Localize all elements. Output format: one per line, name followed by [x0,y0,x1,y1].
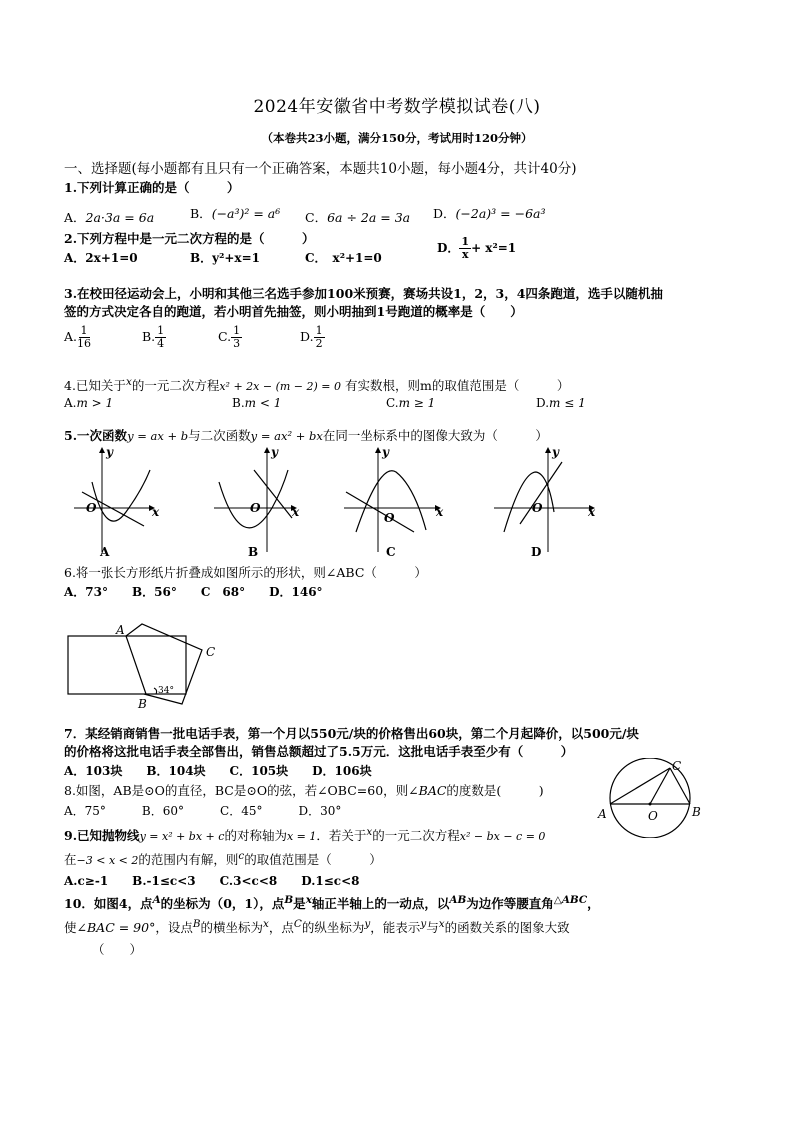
q4-a-expr: m > 1 [76,396,114,410]
q4-equation: x² + 2x − (m − 2) = 0 [219,380,341,394]
q9-c: c [238,850,245,862]
q7-line1: 7．某经销商销售一批电话手表，第一个月以550元/块的价格售出60块，第二个月起降价，以500元/块 [64,726,639,741]
q2-stem: 2.下列方程中是一元二次方程的是（ ） [64,231,315,246]
q10-line2 [64,918,570,936]
q5-d-origin: O [532,501,543,515]
q10-l2e: 的纵坐标为 [301,920,365,936]
q10-ab: AB [449,894,467,906]
q3-b-label: B. [142,329,156,344]
q3-b-den: 4 [157,337,165,350]
q10-l1a: 10．如图4，点 [64,896,153,912]
q7-options: A．103块 B．104块 C．105块 D．106块 [64,764,372,778]
q10-l1e: 轴正半轴上的一动点，以 [311,896,450,912]
q10-l2c: 的横坐标为 [200,920,264,936]
q4-b-label: B. [232,396,245,410]
q10-comma: ， [231,896,245,912]
q5-c-origin: O [384,511,395,525]
q10-one: 1 [244,896,254,912]
q6-stem: 6.将一张长方形纸片折叠成如图所示的形状，则∠ABC（ ） [64,565,427,580]
q8-options: A．75° B．60° C．45° D．30° [64,804,342,818]
q5-d-x-label: x [588,505,596,519]
q8-label-c: C [672,759,682,773]
q9-options: A.c≥-1 B.-1≤c<3 C.3<c<8 D.1≤c<8 [64,874,360,888]
q3-d-den: 2 [315,337,323,350]
q10-l1f: 为边作等腰直角 [466,896,554,912]
q10-y2: y [420,918,427,930]
q3-a-den: 16 [77,337,92,350]
q10-zero: 0 [223,896,232,912]
q10-c: C [293,918,302,930]
q6-label-c: C [206,645,216,659]
q4-option-c [386,396,435,410]
q10-line3: （ ） [92,942,143,957]
q4-b-expr: m < 1 [244,396,282,410]
q1-a-expr: 2a·3a = 6a [85,210,155,225]
q2-option-c: C． x²+1=0 [305,251,382,265]
q5-function-quadratic: y = ax² + bx [250,429,323,443]
q5-c-label: C [386,545,396,559]
q5-a-x-label: x [152,505,160,519]
q5-d-y-label: y [552,445,559,459]
q10-l1g: ， [587,896,600,912]
q10-b2: B [192,918,201,930]
q10-x2: x [263,918,269,930]
q6-angle: 34° [158,686,174,696]
q9-line2-a: 在 [64,852,77,868]
q10-angle: ∠BAC = 90° [76,920,156,936]
q1-options [64,208,154,226]
q3-d-num: 1 [315,324,323,337]
q7-line2: 的价格将这批电话手表全部售出，销售总额超过了5.5万元．这批电话手表至少有（ ） [64,744,574,759]
q9-axis: x = 1 [286,830,317,844]
q1-c [305,208,410,226]
q1-a-label: A． [64,210,86,225]
q9-line2 [64,850,382,868]
q5-stem-c: 在同一坐标系中的图像大致为（ ） [322,428,548,443]
q10-x: x [305,894,312,906]
q4-stem-a: 4.已知关于 [64,378,126,394]
q8-stem-b: 的度数是( ) [446,783,544,798]
q9-line2-c: 的取值范围是（ ） [244,852,382,868]
q9-stem-d: 的一元二次方程 [372,828,460,844]
q3-option-d [300,325,325,350]
q5-function-linear: y = ax + b [127,429,189,443]
q1-b-label: B． [190,206,212,221]
q1-d [433,204,546,222]
q8-stem-a: 8.如图，AB是⊙O的直径，BC是⊙O的弦，若∠OBC=60，则 [64,783,409,798]
q10-l1b: 的坐标为（ [160,896,224,912]
q4-d-label: D. [536,396,550,410]
q2-d-rest: + x²=1 [471,241,517,255]
section-heading: 一、选择题(每小题都有且只有一个正确答案，本题共10小题，每小题4分，共计40分) [64,161,577,177]
q4-c-label: C. [386,396,399,410]
q3-option-a [64,325,91,350]
q10-a: A [152,894,161,906]
q10-l2h: 的函数关系的图象大致 [444,920,570,936]
q5-b-y-label: y [271,445,278,459]
q6-label-b: B [138,697,147,711]
q5-b-x-label: x [292,505,300,519]
q4-option-d [536,396,586,410]
q10-l2f: ，能表示 [370,920,421,936]
q8-label-b: B [692,805,701,819]
q4-stem-b: 的一元二次方程 [131,378,220,394]
q6-options: A．73° B．56° C 68° D．146° [64,585,323,599]
q5-graph-a [74,445,160,559]
q9-line1 [64,826,545,844]
q3-option-b [142,325,166,350]
q3-option-c [218,325,242,350]
q3-line1: 3.在校田径运动会上，小明和其他三名选手参加100米预赛，赛场共设1，2，3，4四条跑道，选手以随机抽 [64,286,663,301]
q4-c-expr: m ≥ 1 [398,396,436,410]
q3-a-num: 1 [80,324,88,337]
q4-option-b [232,396,281,410]
q4-var: x [125,376,132,388]
q5-d-label: D [531,545,542,559]
q1-c-expr: 6a ÷ 2a = 3a [327,210,411,225]
q3-c-label: C. [218,329,232,344]
q3-line2: 签的方式决定各自的跑道，若小明首先抽签，则小明抽到1号跑道的概率是（ ） [64,304,523,319]
q5-b-origin: O [250,501,261,515]
q5-stem-b: 与二次函数 [188,428,251,443]
q10-l2b: ，设点 [155,920,193,936]
q1-b [190,204,280,222]
q9-range: −3 < x < 2 [76,854,139,868]
q6-figure [64,604,234,714]
q10-l1c: ），点 [253,896,285,912]
q1-c-label: C． [305,210,328,225]
q10-l2d: ，点 [268,920,294,936]
q10-x3: x [438,918,445,930]
q10-l1d: 是 [293,896,306,912]
q8-stem [64,781,544,799]
q9-stem-b: 的对称轴为 [224,828,287,844]
q2-d-label: D． [437,241,460,255]
q10-l2a: 使 [64,920,77,936]
q1-d-label: D． [433,206,456,221]
q5-a-label: A [100,545,110,559]
q5-graphs [64,442,604,560]
q10-y: y [364,918,371,930]
q9-var: x [366,826,373,838]
q4-option-a [64,396,113,410]
q5-graph-b [214,445,300,559]
q4-a-label: A. [64,396,77,410]
q2-option-a: A．2x+1=0 [64,251,138,265]
q2-option-b: B．y²+x=1 [190,251,260,265]
q9-line2-b: 的范围内有解，则 [138,852,239,868]
page-title: 2024年安徽省中考数学模拟试卷(八) [253,97,541,117]
q10-triangle: △ABC [553,894,588,906]
q1-d-expr: (−2a)³ = −6a³ [455,206,546,221]
q2-option-d [437,236,516,261]
q5-a-y-label: y [106,445,113,459]
q4-stem [64,376,569,394]
q5-graph-d [494,445,596,559]
q8-label-o: O [648,809,658,823]
q1-stem: 1.下列计算正确的是（ ） [64,180,240,195]
q9-equation: x² − bx − c = 0 [459,830,546,844]
q4-d-expr: m ≤ 1 [549,396,586,410]
q10-line1 [64,894,600,912]
q5-c-x-label: x [436,505,444,519]
q8-label-a: A [598,807,607,821]
q2-d-den: x [461,248,469,261]
q9-stem-a: 9.已知抛物线 [64,828,140,844]
q5-graph-c [344,445,444,559]
q8-angle: ∠BAC [408,783,447,798]
q5-a-origin: O [86,501,97,515]
q8-figure [596,758,708,838]
q9-parabola: y = x² + bx + c [139,830,225,844]
q3-c-den: 3 [233,337,241,350]
q10-b: B [284,894,294,906]
q10-l2g: 与 [426,920,439,936]
q1-b-expr: (−a³)² = a⁶ [211,206,281,221]
q3-b-num: 1 [157,324,165,337]
q5-stem-a: 5.一次函数 [64,428,128,443]
q3-a-label: A. [64,329,78,344]
q5-c-y-label: y [382,445,389,459]
q4-stem-c: 有实数根，则m的取值范围是（ ） [344,378,570,394]
page-subtitle: （本卷共23小题，满分150分，考试用时120分钟） [261,131,533,145]
q3-c-num: 1 [233,324,241,337]
q9-stem-c: ．若关于 [316,828,367,844]
q3-d-label: D. [300,329,314,344]
q2-d-num: 1 [461,235,470,248]
q6-label-a: A [116,623,125,637]
q5-b-label: B [248,545,259,559]
